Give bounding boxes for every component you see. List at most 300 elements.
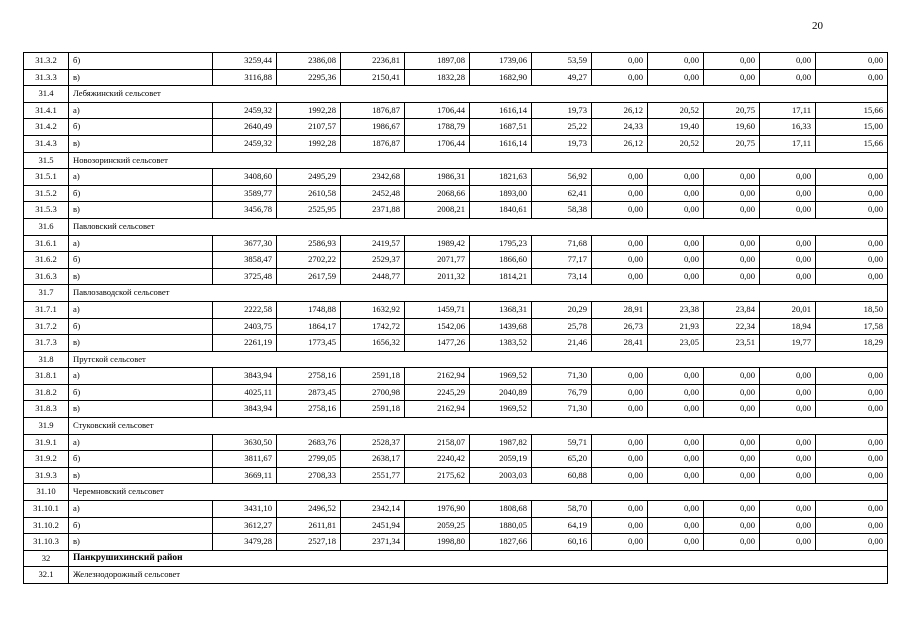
row-label: б) xyxy=(69,252,213,269)
value-cell: 56,92 xyxy=(532,169,592,186)
row-code: 31.7.2 xyxy=(24,318,69,335)
settlement-row xyxy=(24,152,888,169)
value-cell: 0,00 xyxy=(648,501,704,518)
value-cell: 64,19 xyxy=(532,517,592,534)
row-code: 31.10.3 xyxy=(24,534,69,551)
value-cell: 2068,66 xyxy=(405,185,470,202)
value-cell: 21,46 xyxy=(532,335,592,352)
table-row xyxy=(24,401,888,418)
value-cell: 0,00 xyxy=(760,384,816,401)
row-code: 31.8 xyxy=(24,351,69,368)
value-cell: 0,00 xyxy=(816,185,888,202)
row-label: б) xyxy=(69,185,213,202)
value-cell: 0,00 xyxy=(760,169,816,186)
value-cell: 0,00 xyxy=(760,401,816,418)
value-cell: 2342,68 xyxy=(341,169,405,186)
value-cell: 22,34 xyxy=(704,318,760,335)
value-cell: 2683,76 xyxy=(277,434,341,451)
value-cell: 2162,94 xyxy=(405,368,470,385)
table-row xyxy=(24,534,888,551)
row-label: а) xyxy=(69,235,213,252)
settlement-row xyxy=(24,418,888,435)
value-cell: 0,00 xyxy=(760,185,816,202)
row-label: б) xyxy=(69,517,213,534)
value-cell: 0,00 xyxy=(760,534,816,551)
settlement-name: Черемновский сельсовет xyxy=(69,484,888,501)
value-cell: 0,00 xyxy=(592,501,648,518)
value-cell: 3408,60 xyxy=(213,169,277,186)
value-cell: 0,00 xyxy=(704,434,760,451)
row-label: в) xyxy=(69,135,213,152)
row-label: в) xyxy=(69,202,213,219)
value-cell: 3669,11 xyxy=(213,467,277,484)
value-cell: 3479,28 xyxy=(213,534,277,551)
value-cell: 0,00 xyxy=(592,268,648,285)
value-cell: 2638,17 xyxy=(341,451,405,468)
value-cell: 2342,14 xyxy=(341,501,405,518)
value-cell: 0,00 xyxy=(816,235,888,252)
table-row xyxy=(24,384,888,401)
value-cell: 59,71 xyxy=(532,434,592,451)
value-cell: 1821,63 xyxy=(470,169,532,186)
table-row xyxy=(24,169,888,186)
value-cell: 60,16 xyxy=(532,534,592,551)
value-cell: 0,00 xyxy=(816,252,888,269)
value-cell: 1880,05 xyxy=(470,517,532,534)
value-cell: 0,00 xyxy=(816,202,888,219)
value-cell: 2702,22 xyxy=(277,252,341,269)
value-cell: 23,38 xyxy=(648,301,704,318)
value-cell: 0,00 xyxy=(648,53,704,70)
value-cell: 0,00 xyxy=(592,451,648,468)
value-cell: 0,00 xyxy=(648,517,704,534)
value-cell: 0,00 xyxy=(704,53,760,70)
value-cell: 1383,52 xyxy=(470,335,532,352)
value-cell: 0,00 xyxy=(816,384,888,401)
value-cell: 20,01 xyxy=(760,301,816,318)
table-row xyxy=(24,517,888,534)
value-cell: 0,00 xyxy=(648,534,704,551)
value-cell: 2403,75 xyxy=(213,318,277,335)
value-cell: 0,00 xyxy=(704,401,760,418)
value-cell: 25,22 xyxy=(532,119,592,136)
row-label: а) xyxy=(69,501,213,518)
value-cell: 0,00 xyxy=(592,202,648,219)
value-cell: 15,66 xyxy=(816,135,888,152)
value-cell: 18,94 xyxy=(760,318,816,335)
table-row xyxy=(24,252,888,269)
value-cell: 0,00 xyxy=(704,169,760,186)
value-cell: 1992,28 xyxy=(277,135,341,152)
row-label: б) xyxy=(69,451,213,468)
value-cell: 3630,50 xyxy=(213,434,277,451)
value-cell: 1987,82 xyxy=(470,434,532,451)
row-code: 31.3.3 xyxy=(24,69,69,86)
value-cell: 73,14 xyxy=(532,268,592,285)
tariff-table xyxy=(23,52,888,584)
table-row xyxy=(24,467,888,484)
value-cell: 1742,72 xyxy=(341,318,405,335)
row-code: 31.10.2 xyxy=(24,517,69,534)
value-cell: 3843,94 xyxy=(213,368,277,385)
value-cell: 4025,11 xyxy=(213,384,277,401)
value-cell: 1998,80 xyxy=(405,534,470,551)
value-cell: 2158,07 xyxy=(405,434,470,451)
value-cell: 2175,62 xyxy=(405,467,470,484)
value-cell: 2708,33 xyxy=(277,467,341,484)
value-cell: 16,33 xyxy=(760,119,816,136)
value-cell: 2459,32 xyxy=(213,135,277,152)
value-cell: 0,00 xyxy=(704,69,760,86)
table-row xyxy=(24,318,888,335)
value-cell: 0,00 xyxy=(816,451,888,468)
value-cell: 2150,41 xyxy=(341,69,405,86)
value-cell: 1748,88 xyxy=(277,301,341,318)
value-cell: 0,00 xyxy=(816,368,888,385)
row-label: в) xyxy=(69,534,213,551)
row-code: 31.9.2 xyxy=(24,451,69,468)
value-cell: 18,29 xyxy=(816,335,888,352)
row-code: 32.1 xyxy=(24,567,69,584)
value-cell: 1439,68 xyxy=(470,318,532,335)
value-cell: 2799,05 xyxy=(277,451,341,468)
value-cell: 0,00 xyxy=(648,252,704,269)
value-cell: 2245,29 xyxy=(405,384,470,401)
value-cell: 0,00 xyxy=(648,451,704,468)
value-cell: 1368,31 xyxy=(470,301,532,318)
value-cell: 2222,58 xyxy=(213,301,277,318)
value-cell: 20,52 xyxy=(648,102,704,119)
value-cell: 2386,08 xyxy=(277,53,341,70)
value-cell: 0,00 xyxy=(816,401,888,418)
table-row xyxy=(24,185,888,202)
value-cell: 1989,42 xyxy=(405,235,470,252)
value-cell: 1616,14 xyxy=(470,135,532,152)
value-cell: 0,00 xyxy=(648,384,704,401)
settlement-row xyxy=(24,218,888,235)
value-cell: 2496,52 xyxy=(277,501,341,518)
value-cell: 2371,34 xyxy=(341,534,405,551)
value-cell: 19,73 xyxy=(532,135,592,152)
table-row xyxy=(24,135,888,152)
value-cell: 2495,29 xyxy=(277,169,341,186)
value-cell: 0,00 xyxy=(592,434,648,451)
value-cell: 2240,42 xyxy=(405,451,470,468)
value-cell: 0,00 xyxy=(592,185,648,202)
value-cell: 0,00 xyxy=(704,202,760,219)
value-cell: 1897,08 xyxy=(405,53,470,70)
value-cell: 0,00 xyxy=(760,368,816,385)
row-code: 31.6 xyxy=(24,218,69,235)
value-cell: 2591,18 xyxy=(341,401,405,418)
value-cell: 2011,32 xyxy=(405,268,470,285)
value-cell: 0,00 xyxy=(816,467,888,484)
row-code: 31.9 xyxy=(24,418,69,435)
settlement-row xyxy=(24,285,888,302)
value-cell: 20,29 xyxy=(532,301,592,318)
settlement-row xyxy=(24,484,888,501)
value-cell: 3677,30 xyxy=(213,235,277,252)
row-code: 31.5.2 xyxy=(24,185,69,202)
table-row xyxy=(24,202,888,219)
value-cell: 2551,77 xyxy=(341,467,405,484)
row-label: а) xyxy=(69,102,213,119)
value-cell: 1992,28 xyxy=(277,102,341,119)
value-cell: 2586,93 xyxy=(277,235,341,252)
value-cell: 26,73 xyxy=(592,318,648,335)
settlement-name: Лебяжинский сельсовет xyxy=(69,86,888,103)
value-cell: 0,00 xyxy=(704,252,760,269)
row-code: 31.5 xyxy=(24,152,69,169)
value-cell: 2295,36 xyxy=(277,69,341,86)
value-cell: 0,00 xyxy=(816,69,888,86)
value-cell: 0,00 xyxy=(704,185,760,202)
value-cell: 0,00 xyxy=(592,534,648,551)
value-cell: 25,78 xyxy=(532,318,592,335)
row-label: б) xyxy=(69,384,213,401)
value-cell: 1832,28 xyxy=(405,69,470,86)
table-row xyxy=(24,69,888,86)
value-cell: 0,00 xyxy=(760,467,816,484)
value-cell: 24,33 xyxy=(592,119,648,136)
value-cell: 2451,94 xyxy=(341,517,405,534)
value-cell: 21,93 xyxy=(648,318,704,335)
value-cell: 15,00 xyxy=(816,119,888,136)
table-body xyxy=(24,53,888,584)
value-cell: 0,00 xyxy=(704,517,760,534)
district-row xyxy=(24,550,888,567)
value-cell: 2459,32 xyxy=(213,102,277,119)
row-code: 31.8.1 xyxy=(24,368,69,385)
value-cell: 0,00 xyxy=(816,501,888,518)
value-cell: 2617,59 xyxy=(277,268,341,285)
value-cell: 0,00 xyxy=(648,401,704,418)
value-cell: 3259,44 xyxy=(213,53,277,70)
district-name: Панкрушихинский район xyxy=(69,550,888,567)
value-cell: 1876,87 xyxy=(341,102,405,119)
value-cell: 0,00 xyxy=(592,69,648,86)
settlement-row xyxy=(24,86,888,103)
row-code: 31.6.1 xyxy=(24,235,69,252)
value-cell: 2591,18 xyxy=(341,368,405,385)
value-cell: 1827,66 xyxy=(470,534,532,551)
row-code: 32 xyxy=(24,550,69,567)
value-cell: 3431,10 xyxy=(213,501,277,518)
value-cell: 0,00 xyxy=(592,53,648,70)
value-cell: 1969,52 xyxy=(470,368,532,385)
value-cell: 2452,48 xyxy=(341,185,405,202)
value-cell: 76,79 xyxy=(532,384,592,401)
row-code: 31.4.2 xyxy=(24,119,69,136)
value-cell: 23,84 xyxy=(704,301,760,318)
settlement-name: Железнодорожный сельсовет xyxy=(69,567,888,584)
value-cell: 1866,60 xyxy=(470,252,532,269)
value-cell: 2700,98 xyxy=(341,384,405,401)
value-cell: 0,00 xyxy=(816,169,888,186)
settlement-name: Стуковский сельсовет xyxy=(69,418,888,435)
row-label: в) xyxy=(69,69,213,86)
value-cell: 60,88 xyxy=(532,467,592,484)
value-cell: 3456,78 xyxy=(213,202,277,219)
row-label: а) xyxy=(69,169,213,186)
row-code: 31.3.2 xyxy=(24,53,69,70)
value-cell: 0,00 xyxy=(760,451,816,468)
value-cell: 2162,94 xyxy=(405,401,470,418)
table-row xyxy=(24,301,888,318)
value-cell: 0,00 xyxy=(760,53,816,70)
value-cell: 2528,37 xyxy=(341,434,405,451)
row-code: 31.10 xyxy=(24,484,69,501)
value-cell: 2059,19 xyxy=(470,451,532,468)
value-cell: 1814,21 xyxy=(470,268,532,285)
row-label: б) xyxy=(69,119,213,136)
value-cell: 1682,90 xyxy=(470,69,532,86)
value-cell: 23,51 xyxy=(704,335,760,352)
value-cell: 0,00 xyxy=(648,169,704,186)
value-cell: 0,00 xyxy=(816,268,888,285)
value-cell: 1986,67 xyxy=(341,119,405,136)
row-code: 31.4.3 xyxy=(24,135,69,152)
row-label: в) xyxy=(69,335,213,352)
row-label: а) xyxy=(69,434,213,451)
row-code: 31.5.1 xyxy=(24,169,69,186)
value-cell: 0,00 xyxy=(704,451,760,468)
value-cell: 2611,81 xyxy=(277,517,341,534)
value-cell: 1739,06 xyxy=(470,53,532,70)
row-code: 31.6.3 xyxy=(24,268,69,285)
table-row xyxy=(24,368,888,385)
table-row xyxy=(24,235,888,252)
value-cell: 1687,51 xyxy=(470,119,532,136)
table-row xyxy=(24,102,888,119)
value-cell: 0,00 xyxy=(704,467,760,484)
row-code: 31.9.1 xyxy=(24,434,69,451)
value-cell: 26,12 xyxy=(592,102,648,119)
value-cell: 2610,58 xyxy=(277,185,341,202)
value-cell: 1969,52 xyxy=(470,401,532,418)
value-cell: 20,52 xyxy=(648,135,704,152)
row-code: 31.8.2 xyxy=(24,384,69,401)
value-cell: 0,00 xyxy=(592,169,648,186)
value-cell: 2236,81 xyxy=(341,53,405,70)
row-label: в) xyxy=(69,467,213,484)
value-cell: 0,00 xyxy=(592,517,648,534)
settlement-name: Павлозаводской сельсовет xyxy=(69,285,888,302)
value-cell: 65,20 xyxy=(532,451,592,468)
value-cell: 0,00 xyxy=(648,368,704,385)
row-code: 31.9.3 xyxy=(24,467,69,484)
value-cell: 1976,90 xyxy=(405,501,470,518)
settlement-name: Новозоринский сельсовет xyxy=(69,152,888,169)
value-cell: 3843,94 xyxy=(213,401,277,418)
value-cell: 23,05 xyxy=(648,335,704,352)
value-cell: 1616,14 xyxy=(470,102,532,119)
value-cell: 1477,26 xyxy=(405,335,470,352)
value-cell: 19,60 xyxy=(704,119,760,136)
value-cell: 0,00 xyxy=(760,202,816,219)
row-label: в) xyxy=(69,268,213,285)
value-cell: 0,00 xyxy=(704,501,760,518)
table-row xyxy=(24,501,888,518)
value-cell: 62,41 xyxy=(532,185,592,202)
value-cell: 1808,68 xyxy=(470,501,532,518)
value-cell: 0,00 xyxy=(592,235,648,252)
value-cell: 58,38 xyxy=(532,202,592,219)
value-cell: 1788,79 xyxy=(405,119,470,136)
row-code: 31.8.3 xyxy=(24,401,69,418)
value-cell: 0,00 xyxy=(648,268,704,285)
value-cell: 0,00 xyxy=(816,534,888,551)
value-cell: 0,00 xyxy=(648,235,704,252)
value-cell: 0,00 xyxy=(760,517,816,534)
value-cell: 1893,00 xyxy=(470,185,532,202)
value-cell: 0,00 xyxy=(592,252,648,269)
value-cell: 71,30 xyxy=(532,401,592,418)
value-cell: 1459,71 xyxy=(405,301,470,318)
value-cell: 0,00 xyxy=(816,517,888,534)
value-cell: 17,11 xyxy=(760,102,816,119)
value-cell: 28,41 xyxy=(592,335,648,352)
value-cell: 3725,48 xyxy=(213,268,277,285)
value-cell: 0,00 xyxy=(704,534,760,551)
value-cell: 1795,23 xyxy=(470,235,532,252)
settlement-row xyxy=(24,567,888,584)
row-label: в) xyxy=(69,401,213,418)
value-cell: 2419,57 xyxy=(341,235,405,252)
value-cell: 49,27 xyxy=(532,69,592,86)
value-cell: 0,00 xyxy=(648,185,704,202)
settlement-row xyxy=(24,351,888,368)
value-cell: 0,00 xyxy=(592,467,648,484)
value-cell: 1706,44 xyxy=(405,102,470,119)
value-cell: 2008,21 xyxy=(405,202,470,219)
row-code: 31.7.3 xyxy=(24,335,69,352)
value-cell: 2758,16 xyxy=(277,401,341,418)
row-label: б) xyxy=(69,318,213,335)
value-cell: 0,00 xyxy=(760,268,816,285)
value-cell: 0,00 xyxy=(592,401,648,418)
row-label: а) xyxy=(69,368,213,385)
table-row xyxy=(24,53,888,70)
value-cell: 2107,57 xyxy=(277,119,341,136)
value-cell: 2640,49 xyxy=(213,119,277,136)
value-cell: 3612,27 xyxy=(213,517,277,534)
value-cell: 53,59 xyxy=(532,53,592,70)
value-cell: 2758,16 xyxy=(277,368,341,385)
value-cell: 0,00 xyxy=(704,384,760,401)
value-cell: 1876,87 xyxy=(341,135,405,152)
value-cell: 2371,88 xyxy=(341,202,405,219)
value-cell: 0,00 xyxy=(816,434,888,451)
value-cell: 0,00 xyxy=(592,368,648,385)
value-cell: 0,00 xyxy=(760,69,816,86)
value-cell: 3811,67 xyxy=(213,451,277,468)
value-cell: 1864,17 xyxy=(277,318,341,335)
value-cell: 2059,25 xyxy=(405,517,470,534)
row-label: а) xyxy=(69,301,213,318)
value-cell: 1986,31 xyxy=(405,169,470,186)
value-cell: 1656,32 xyxy=(341,335,405,352)
value-cell: 0,00 xyxy=(760,434,816,451)
value-cell: 1840,61 xyxy=(470,202,532,219)
value-cell: 71,30 xyxy=(532,368,592,385)
value-cell: 2873,45 xyxy=(277,384,341,401)
table-row xyxy=(24,268,888,285)
value-cell: 71,68 xyxy=(532,235,592,252)
value-cell: 0,00 xyxy=(816,53,888,70)
value-cell: 0,00 xyxy=(704,368,760,385)
value-cell: 0,00 xyxy=(760,235,816,252)
